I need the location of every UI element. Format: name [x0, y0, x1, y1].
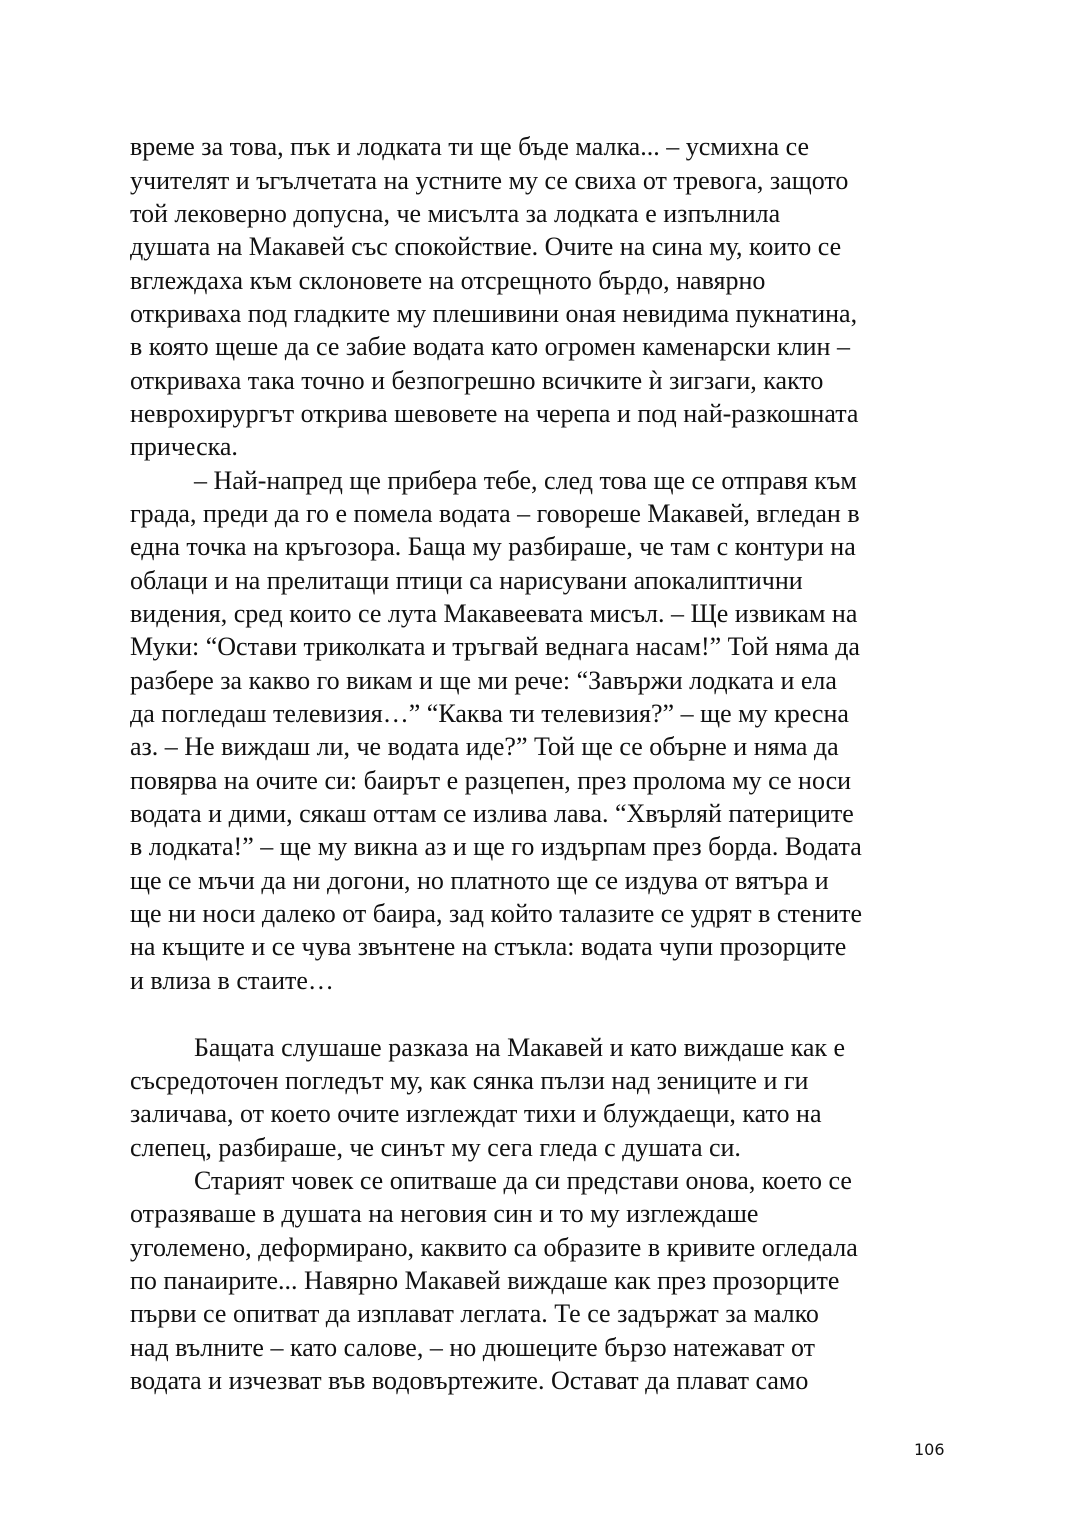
text-line: Муки: “Остави триколката и тръгвай веднага насам!” Той няма да — [130, 632, 860, 661]
text-line: по панаирите... Навярно Макавей виждаше как през прозорците — [130, 1266, 840, 1295]
text-line: заличава, от което очите изглеждат тихи и блуждаещи, като на — [130, 1099, 822, 1128]
text-line: над вълните – като салове, – но дюшеците бързо натежават от — [130, 1333, 816, 1362]
text-line: и влиза в стаите… — [130, 966, 334, 995]
text-line: повярва на очите си: баирът е разцепен, през пролома му се носи — [130, 766, 852, 795]
text-line: водата и изчезват във водовъртежите. Остават да плават само — [130, 1366, 809, 1395]
text-line: Старият човек се опитваше да си представи онова, което се — [194, 1166, 852, 1195]
text-line: учителят и ъгълчетата на устните му се свиха от тревога, защото — [130, 166, 849, 195]
text-line: водата и дими, сякаш оттам се излива лава. “Хвърляй патериците — [130, 799, 854, 828]
page-number: 106 — [914, 1440, 945, 1459]
text-line: видения, сред които се лута Макавеевата мисъл. – Ще извикам на — [130, 599, 858, 628]
text-line: вглеждаха към склоновете на отсрещното бърдо, навярно — [130, 266, 766, 295]
text-line: в лодката!” – ще му викна аз и ще го издърпам през борда. Водата — [130, 832, 862, 861]
text-line: аз. – Не виждаш ли, че водата иде?” Той ще се обърне и няма да — [130, 732, 839, 761]
text-line: на къщите и се чува звънтене на стъкла: водата чупи прозорците — [130, 932, 847, 961]
text-line: душата на Макавей със спокойствие. Очите на сина му, които се — [130, 232, 842, 261]
text-line: прическа. — [130, 432, 238, 461]
text-line: той лековерно допусна, че мисълта за лодката е изпълнила — [130, 199, 781, 228]
text-line: слепец, разбираше, че синът му сега гледа с душата си. — [130, 1133, 741, 1162]
text-line: ще ни носи далеко от баира, зад който талазите се удрят в стените — [130, 899, 863, 928]
text-line: ще се мъчи да ни догони, но платното ще се издува от вятъра и — [130, 866, 829, 895]
text-line: – Най-напред ще прибера тебе, след това ще се отправя към — [194, 466, 857, 495]
text-line: града, преди да го е помела водата – говореше Макавей, вгледан в — [130, 499, 860, 528]
text-line: да погледаш телевизия…” “Каква ти телевизия?” – ще му кресна — [130, 699, 849, 728]
text-line: първи се опитват да изплават леглата. Те се задържат за малко — [130, 1299, 819, 1328]
text-line: Бащата слушаше разказа на Макавей и като виждаше как е — [194, 1033, 846, 1062]
text-line: време за това, пък и лодката ти ще бъде малка... – усмихна се — [130, 132, 809, 161]
text-line: отразяваше в душата на неговия син и то му изглеждаше — [130, 1199, 759, 1228]
text-line: облаци и на прелитащи птици са нарисувани апокалиптични — [130, 566, 803, 595]
text-line: неврохирургът открива шевовете на черепа и под най-разкошната — [130, 399, 859, 428]
text-line: една точка на кръгозора. Баща му разбираше, че там с контури на — [130, 532, 856, 561]
text-line: откриваха под гладките му плешивини оная невидима пукнатина, — [130, 299, 858, 328]
text-line: уголемено, деформирано, каквито са образите в кривите огледала — [130, 1233, 858, 1262]
text-line: в която щеше да се забие водата като огромен каменарски клин – — [130, 332, 850, 361]
text-line: съсредоточен погледът му, как сянка пълзи над зениците и ги — [130, 1066, 809, 1095]
text-line: откриваха така точно и безпогрешно всичките ѝ зигзаги, както — [130, 366, 824, 395]
text-line: разбере за какво го викам и ще ми рече: “Завържи лодката и ела — [130, 666, 837, 695]
